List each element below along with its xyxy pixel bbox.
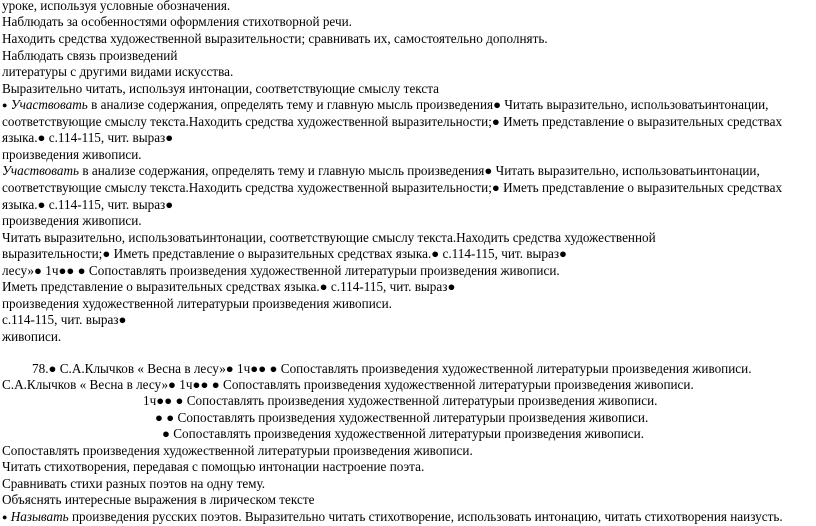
text-line: [2, 180, 782, 197]
text-line: [2, 114, 782, 131]
line-text: Сопоставлять произведения художественной литературыи произведения живописи.: [2, 443, 473, 458]
line-text: соответствующие смыслу текста.Находить средства художественной выразительности;● Иметь представление о выразительных средствах: [2, 180, 783, 195]
text-line: [155, 410, 648, 427]
text-line: [32, 361, 752, 378]
text-line: [2, 64, 233, 81]
text-line: [2, 377, 694, 394]
text-line: [2, 263, 560, 280]
line-text: Читать выразительно, использоватьинтонации, соответствующие смыслу текста.Находить средства художественной: [2, 230, 656, 245]
line-text: литературы с другими видами искусства.: [2, 64, 234, 79]
line-text: произведения русских поэтов. Выразительно читать стихотворение, использовать интонацию, читать стихотворения наизусть.: [68, 509, 783, 524]
text-line: [2, 14, 352, 31]
line-text: 78.● С.А.Клычков « Весна в лесу»● 1ч●● ● Сопоставлять произведения художественной литературыи произведения живописи.: [32, 361, 752, 376]
line-text: Находить средства художественной выразительности; сравнивать их, самостоятельно дополнять.: [2, 31, 548, 46]
emphasis-verb: Участвовать: [10, 97, 88, 112]
line-text: живописи.: [2, 329, 62, 344]
text-line: [143, 393, 657, 410]
line-text: с.114-115, чит. выраз●: [2, 312, 127, 327]
text-line: [2, 130, 173, 147]
text-line: [2, 48, 177, 65]
bullet-icon: ●: [2, 100, 8, 110]
emphasis-verb: Называть: [10, 509, 69, 524]
text-line: [2, 459, 424, 476]
text-line: [162, 426, 644, 443]
line-text: ● Сопоставлять произведения художественной литературыи произведения живописи.: [162, 426, 644, 441]
text-line: [2, 197, 173, 214]
text-line: [2, 213, 142, 230]
text-line: [2, 296, 392, 313]
line-text: произведения живописи.: [2, 213, 142, 228]
text-line: [2, 476, 265, 493]
text-line: [2, 246, 567, 263]
line-text: соответствующие смыслу текста.Находить средства художественной выразительности;● Иметь представление о выразительных средствах: [2, 114, 783, 129]
text-line: [2, 329, 61, 346]
text-line: [2, 97, 768, 114]
line-text: Наблюдать за особенностями оформления стихотворной речи.: [2, 14, 352, 29]
line-text: С.А.Клычков « Весна в лесу»● 1ч●● ● Сопоставлять произведения художественной литературыи произведения живописи.: [2, 377, 694, 392]
line-text: Читать стихотворения, передавая с помощью интонации настроение поэта.: [2, 459, 425, 474]
text-line: [2, 31, 548, 48]
line-text: лесу»● 1ч●● ● Сопоставлять произведения художественной литературыи произведения живописи.: [2, 263, 560, 278]
emphasis-verb: Участвовать: [2, 163, 80, 178]
text-line: [2, 312, 126, 329]
line-text: 1ч●● ● Сопоставлять произведения художественной литературыи произведения живописи.: [143, 393, 658, 408]
line-text: ● ● Сопоставлять произведения художественной литературыи произведения живописи.: [155, 410, 649, 425]
text-line: [2, 81, 439, 98]
line-text: Выразительно читать, используя интонации, соответствующие смыслу текста: [2, 81, 440, 96]
text-line: [2, 492, 314, 509]
line-text: выразительности;● Иметь представление о выразительных средствах языка.● с.114-115, чит. выраз●: [2, 246, 568, 261]
line-text: Иметь представление о выразительных средствах языка.● с.114-115, чит. выраз●: [2, 279, 456, 294]
line-text: произведения живописи.: [2, 147, 142, 162]
line-text: в анализе содержания, определять тему и главную мысль произведения● Читать выразительно, использоватьинтонации,: [79, 163, 760, 178]
line-text: языка.● с.114-115, чит. выраз●: [2, 130, 174, 145]
line-text: языка.● с.114-115, чит. выраз●: [2, 197, 174, 212]
text-line: [2, 147, 142, 164]
text-line: [2, 443, 473, 460]
text-line: [2, 509, 783, 526]
text-line: [2, 0, 230, 15]
line-text: в анализе содержания, определять тему и главную мысль произведения● Читать выразительно, использоватьинтонации,: [87, 97, 769, 112]
line-text: произведения художественной литературыи произведения живописи.: [2, 296, 392, 311]
line-text: Сравнивать стихи разных поэтов на одну тему.: [2, 476, 266, 491]
line-text: Объяснять интересные выражения в лирическом тексте: [2, 492, 315, 507]
text-line: [2, 279, 455, 296]
text-line: [2, 163, 760, 180]
line-text: уроке, используя условные обозначения.: [2, 0, 231, 13]
bullet-icon: ●: [2, 512, 8, 522]
text-line: [2, 230, 656, 247]
line-text: Наблюдать связь произведений: [2, 48, 178, 63]
